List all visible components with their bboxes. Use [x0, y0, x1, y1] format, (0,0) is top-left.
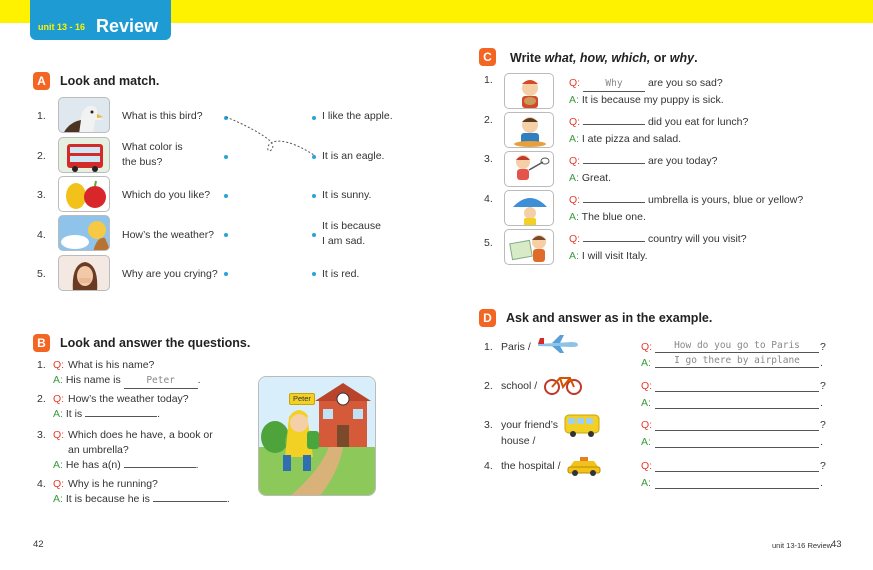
c-question-row — [569, 154, 717, 169]
q-label: Q: — [641, 380, 653, 392]
c-item-number: 5. — [484, 237, 493, 249]
section-a-title: Look and match. — [60, 74, 160, 88]
d-item-number: 4. — [484, 460, 493, 472]
bicycle-icon — [543, 372, 583, 396]
a-question: Which do you like? — [122, 189, 211, 201]
girl-umbrella-picture — [504, 190, 554, 226]
d-answer-end: . — [820, 397, 823, 409]
d-question-blank[interactable] — [655, 391, 819, 392]
left-page-number: 42 — [33, 539, 44, 550]
b-answer-post: . — [197, 374, 201, 386]
c-question-post: are you today? — [647, 155, 718, 167]
match-dot-left[interactable] — [224, 233, 228, 237]
peter-name-tag: Peter — [289, 393, 315, 405]
c-answer: I ate pizza and salad. — [581, 133, 682, 145]
c-question-row — [569, 115, 748, 130]
section-c-badge: C — [479, 48, 496, 66]
d-place: the hospital / — [501, 460, 561, 472]
b-answer-blank[interactable]: Peter — [124, 373, 198, 389]
d-place-line2: house / — [501, 435, 536, 447]
b-answer-blank[interactable] — [124, 467, 196, 468]
a-answer: It is an eagle. — [322, 150, 385, 162]
q-label: Q: — [569, 77, 581, 89]
c-question-blank[interactable] — [583, 202, 645, 203]
c-answer-row — [569, 171, 611, 186]
b-answer-pre: He has a(n) — [65, 459, 121, 471]
d-item-number: 2. — [484, 380, 493, 392]
c-item-number: 2. — [484, 114, 493, 126]
a-item-number: 2. — [37, 150, 46, 162]
match-dot-right[interactable] — [312, 155, 316, 159]
q-label: Q: — [53, 429, 65, 441]
a-question-line2: the bus? — [122, 156, 163, 168]
b-answer-row — [53, 373, 201, 389]
b-question-line2: an umbrella? — [68, 444, 129, 456]
b-answer-row — [53, 492, 230, 507]
d-place: school / — [501, 380, 538, 392]
section-d-title: Ask and answer as in the example. — [506, 311, 713, 325]
unit-label: unit 13 - 16 — [38, 22, 86, 32]
a-label: A: — [569, 94, 579, 106]
c-item-number: 3. — [484, 153, 493, 165]
b-question: How’s the weather today? — [68, 393, 189, 405]
c-question-row — [569, 193, 803, 208]
a-label: A: — [53, 408, 63, 420]
a-label: A: — [641, 436, 651, 448]
match-dot-right[interactable] — [312, 272, 316, 276]
d-item-number: 3. — [484, 419, 493, 431]
eagle-picture — [58, 97, 110, 133]
taxi-icon — [566, 453, 602, 477]
section-c-title-pre: Write — [510, 51, 545, 65]
fruit-picture — [58, 176, 110, 212]
a-label: A: — [53, 493, 63, 505]
q-label: Q: — [641, 341, 653, 353]
q-label: Q: — [569, 233, 581, 245]
peter-running-illustration — [258, 376, 376, 496]
b-answer-pre: It is — [65, 408, 83, 420]
section-a-badge: A — [33, 72, 50, 90]
c-question-blank[interactable] — [583, 163, 645, 164]
section-b-badge: B — [33, 334, 50, 352]
b-answer-row — [53, 458, 199, 473]
a-question-line1: What color is — [122, 141, 183, 153]
c-question-blank[interactable]: Why — [583, 76, 645, 92]
d-answer-end: . — [820, 357, 823, 369]
d-question-end: ? — [820, 460, 826, 472]
a-item-number: 4. — [37, 229, 46, 241]
bus-icon — [563, 412, 601, 438]
c-answer-row — [569, 249, 648, 264]
d-item-number: 1. — [484, 341, 493, 353]
airplane-icon — [536, 334, 580, 354]
a-label: A: — [641, 357, 651, 369]
q-label: Q: — [53, 478, 65, 490]
d-answer-blank[interactable] — [655, 447, 819, 448]
d-answer-end: . — [820, 436, 823, 448]
a-item-number: 5. — [37, 268, 46, 280]
c-answer: It is because my puppy is sick. — [581, 94, 724, 106]
girl-badminton-picture — [504, 151, 554, 187]
a-question: Why are you crying? — [122, 268, 218, 280]
c-question-row — [569, 232, 747, 247]
q-label: Q: — [569, 155, 581, 167]
sad-boy-picture — [504, 73, 554, 109]
footer-unit-label: unit 13-16 Review — [772, 541, 833, 550]
a-answer: It is sunny. — [322, 189, 372, 201]
c-question-post: country will you visit? — [647, 233, 747, 245]
d-question-end: ? — [820, 419, 826, 431]
example-match-line — [226, 115, 316, 160]
match-dot-right[interactable] — [312, 233, 316, 237]
boy-map-picture — [504, 229, 554, 265]
d-answer-blank[interactable] — [655, 408, 819, 409]
d-answer-blank[interactable]: I go there by airplane — [655, 353, 819, 368]
sunny-weather-picture — [58, 215, 110, 251]
b-answer-blank[interactable] — [85, 416, 157, 417]
c-question-row — [569, 76, 723, 92]
a-question: How’s the weather? — [122, 229, 215, 241]
a-label: A: — [53, 459, 63, 471]
c-answer-row — [569, 210, 646, 225]
d-question-blank[interactable] — [655, 471, 819, 472]
b-item-number: 1. — [37, 359, 46, 371]
match-dot-left[interactable] — [224, 272, 228, 276]
c-question-blank[interactable] — [583, 124, 645, 125]
b-answer-post: . — [226, 493, 230, 505]
boy-eating-picture — [504, 112, 554, 148]
review-title: Review — [96, 16, 159, 36]
section-c-title-words: what, how, which, — [544, 51, 654, 65]
section-c-title — [510, 51, 698, 65]
match-dot-left[interactable] — [224, 194, 228, 198]
b-question-line1: Which does he have, a book or — [68, 429, 213, 441]
red-bus-picture — [58, 137, 110, 173]
a-answer: I like the apple. — [322, 110, 393, 122]
section-c-title-end: . — [694, 51, 698, 65]
c-answer: The blue one. — [581, 211, 646, 223]
a-answer: It is red. — [322, 268, 360, 280]
b-question: What is his name? — [68, 359, 155, 371]
c-question-blank[interactable] — [583, 241, 645, 242]
b-item-number: 3. — [37, 429, 46, 441]
a-answer-line2: I am sad. — [322, 235, 366, 247]
q-label: Q: — [53, 393, 65, 405]
q-label: Q: — [53, 359, 65, 371]
a-label: A: — [569, 211, 579, 223]
a-label: A: — [53, 374, 63, 386]
d-place: Paris / — [501, 341, 531, 353]
b-item-number: 2. — [37, 393, 46, 405]
right-page-number: 43 — [831, 539, 842, 550]
c-answer: I will visit Italy. — [581, 250, 648, 262]
d-place-line1: your friend’s — [501, 419, 559, 431]
crying-girl-picture — [58, 255, 110, 291]
a-label: A: — [569, 133, 579, 145]
d-answer-blank[interactable] — [655, 488, 819, 489]
c-answer-row — [569, 132, 681, 147]
b-item-number: 4. — [37, 478, 46, 490]
match-dot-left[interactable] — [224, 155, 228, 159]
a-item-number: 3. — [37, 189, 46, 201]
a-label: A: — [569, 250, 579, 262]
q-label: Q: — [641, 419, 653, 431]
a-label: A: — [641, 397, 651, 409]
q-label: Q: — [569, 116, 581, 128]
c-item-number: 4. — [484, 193, 493, 205]
unit-tab — [30, 0, 171, 40]
d-question-blank[interactable]: How do you go to Paris — [655, 338, 819, 353]
d-question-end: ? — [820, 341, 826, 353]
b-answer-row — [53, 407, 160, 422]
a-item-number: 1. — [37, 110, 46, 122]
d-question-end: ? — [820, 380, 826, 392]
c-question-post: are you so sad? — [647, 77, 723, 89]
a-answer-line1: It is because — [322, 220, 381, 232]
b-answer-post: . — [157, 408, 161, 420]
q-label: Q: — [569, 194, 581, 206]
b-answer-pre: His name is — [65, 374, 121, 386]
section-d-badge: D — [479, 309, 496, 327]
section-c-title-or: or — [653, 51, 670, 65]
b-answer-blank[interactable] — [153, 501, 227, 502]
c-question-post: umbrella is yours, blue or yellow? — [647, 194, 804, 206]
c-answer: Great. — [581, 172, 612, 184]
b-answer-pre: It is because he is — [65, 493, 150, 505]
q-label: Q: — [641, 460, 653, 472]
c-question-post: did you eat for lunch? — [647, 116, 749, 128]
d-question-blank[interactable] — [655, 430, 819, 431]
a-label: A: — [641, 477, 651, 489]
a-label: A: — [569, 172, 579, 184]
c-answer-row — [569, 93, 724, 108]
section-c-title-why: why — [669, 51, 695, 65]
d-answer-end: . — [820, 477, 823, 489]
c-item-number: 1. — [484, 74, 493, 86]
b-answer-post: . — [195, 459, 199, 471]
b-question: Why is he running? — [68, 478, 158, 490]
section-b-title: Look and answer the questions. — [60, 336, 251, 350]
match-dot-right[interactable] — [312, 194, 316, 198]
a-question: What is this bird? — [122, 110, 203, 122]
